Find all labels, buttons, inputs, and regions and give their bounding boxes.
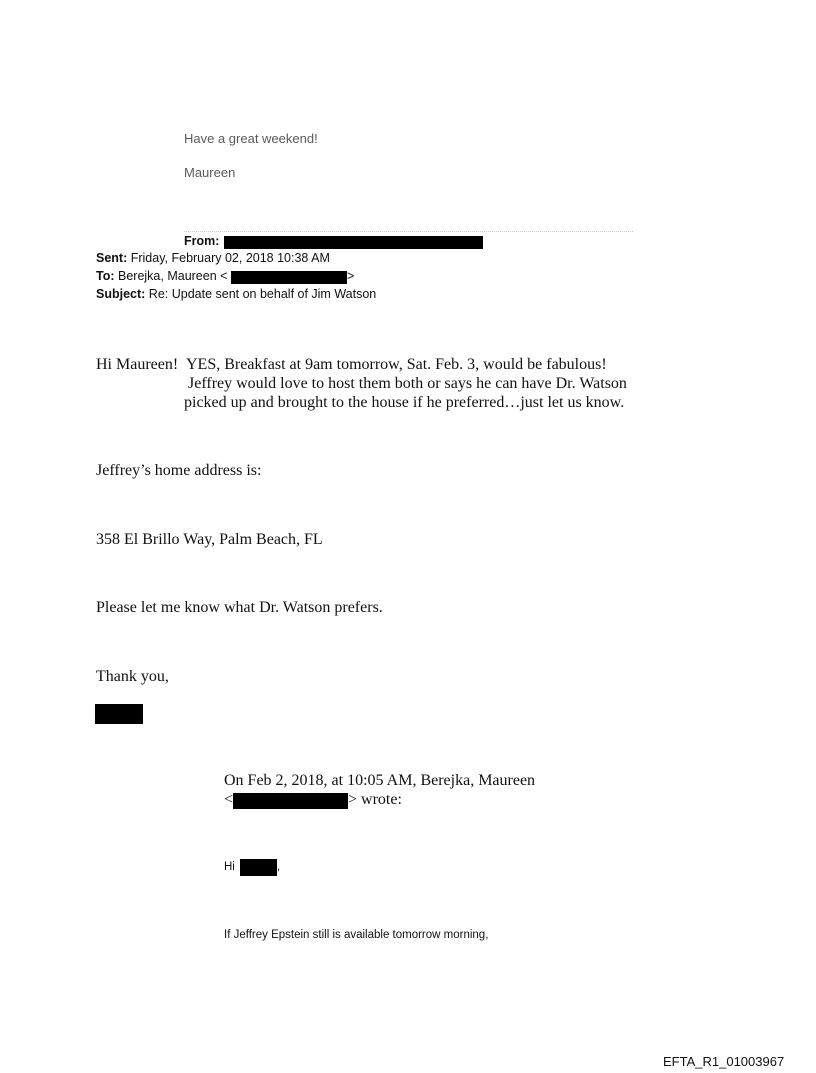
closing-signature: Maureen <box>184 165 236 180</box>
request-line: Please let me know what Dr. Watson prefers. <box>96 599 383 616</box>
thanks-line: Thank you, <box>96 668 169 685</box>
subject-label: Subject: <box>96 287 146 301</box>
body-line-1: YES, Breakfast at 9am tomorrow, Sat. Feb. 3, would be fabulous! <box>186 356 607 373</box>
quoted-body: If Jeffrey Epstein still is available tomorrow morning, <box>224 929 489 941</box>
to-label: To: <box>96 269 115 283</box>
subject-line <box>96 287 376 301</box>
to-close: > <box>347 269 355 283</box>
redaction-from <box>224 236 483 249</box>
quoted-hi-comma: , <box>277 861 281 873</box>
quoted-open: < <box>224 791 234 808</box>
greeting: Hi Maureen! <box>96 356 179 373</box>
document-id: EFTA_R1_01003967 <box>663 1054 785 1069</box>
from-label: From: <box>184 234 220 248</box>
closing-line-1: Have a great weekend! <box>184 131 318 146</box>
quoted-close: > wrote: <box>348 791 402 808</box>
quoted-attribution: On Feb 2, 2018, at 10:05 AM, Berejka, Maureen <box>224 772 536 789</box>
sent-line <box>96 251 330 265</box>
redaction-quoted-email <box>233 793 348 809</box>
address: 358 El Brillo Way, Palm Beach, FL <box>96 531 323 548</box>
redaction-quoted-name <box>240 859 277 876</box>
sent-label: Sent: <box>96 251 128 265</box>
redaction-signature <box>95 704 143 724</box>
body-line-3: picked up and brought to the house if he preferred…just let us know. <box>184 394 625 411</box>
to-line <box>96 269 227 283</box>
body-line-2: Jeffrey would love to host them both or says he can have Dr. Watson <box>188 375 627 392</box>
sent-value: Friday, February 02, 2018 10:38 AM <box>130 251 330 265</box>
quoted-hi: Hi <box>224 861 235 873</box>
address-intro: Jeffrey’s home address is: <box>96 462 262 479</box>
to-value: Berejka, Maureen < <box>118 269 228 283</box>
subject-value: Re: Update sent on behalf of Jim Watson <box>148 287 377 301</box>
header-divider <box>184 231 633 232</box>
redaction-to-email <box>231 271 347 284</box>
